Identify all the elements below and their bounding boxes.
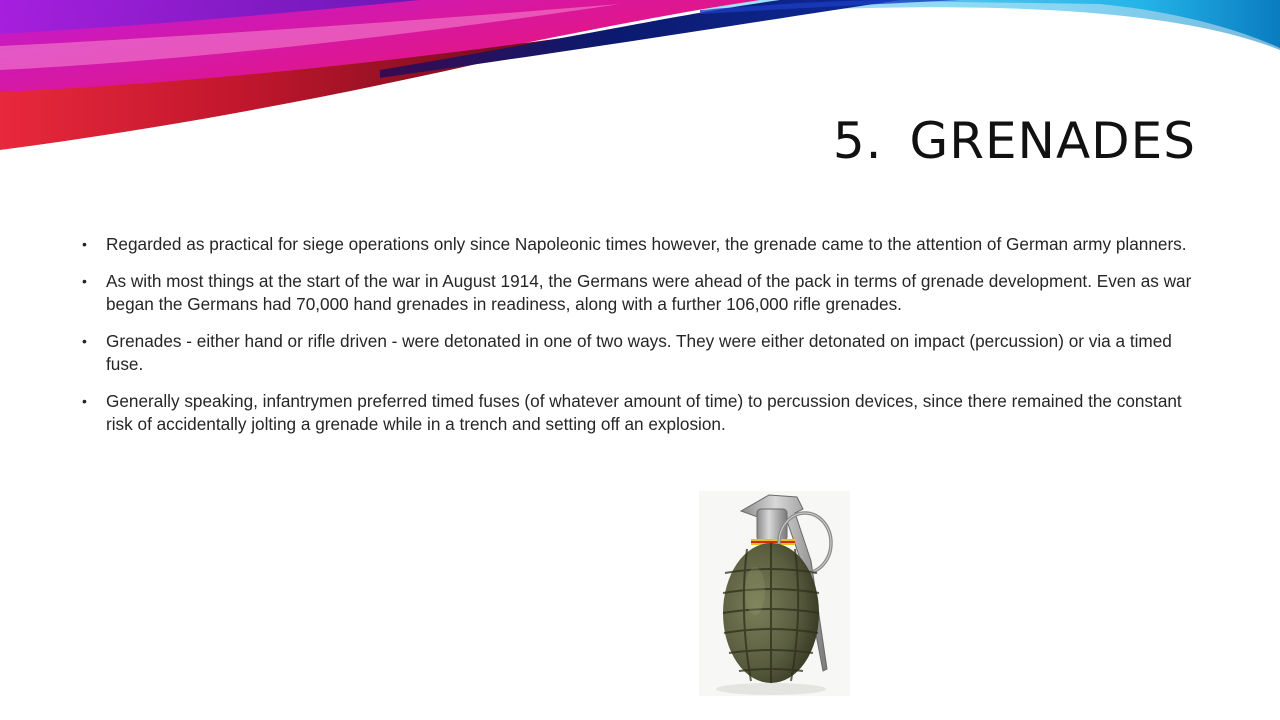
bullet-text: Regarded as practical for siege operations only since Napoleonic times however, the grenade came to the attention of German army planners. xyxy=(106,234,1187,254)
bullet-text: Generally speaking, infantrymen preferred timed fuses (of whatever amount of time) to percussion devices, since there remained the constant risk of accidentally jolting a grenade while in a trench and setting off an explosion. xyxy=(106,391,1182,434)
bullet-item xyxy=(80,330,1198,376)
bullet-marker: • xyxy=(82,393,87,409)
bullet-marker: • xyxy=(82,236,87,252)
bullet-list xyxy=(80,233,1198,450)
bullet-text: As with most things at the start of the war in August 1914, the Germans were ahead of the pack in terms of grenade development. Even as war began the Germans had 70,000 hand grenades in readiness, along with a further 106,000 rifle grenades. xyxy=(106,271,1192,314)
bullet-item xyxy=(80,390,1198,436)
bullet-text: Grenades - either hand or rifle driven - were detonated in one of two ways. They were either detonated on impact (percussion) or via a timed fuse. xyxy=(106,331,1172,374)
bullet-item xyxy=(80,233,1198,256)
bullet-item xyxy=(80,270,1198,316)
bullet-marker: • xyxy=(82,273,87,289)
grenade-image xyxy=(699,491,850,696)
bullet-marker: • xyxy=(82,333,87,349)
slide-title: 5. GRENADES xyxy=(832,112,1196,170)
